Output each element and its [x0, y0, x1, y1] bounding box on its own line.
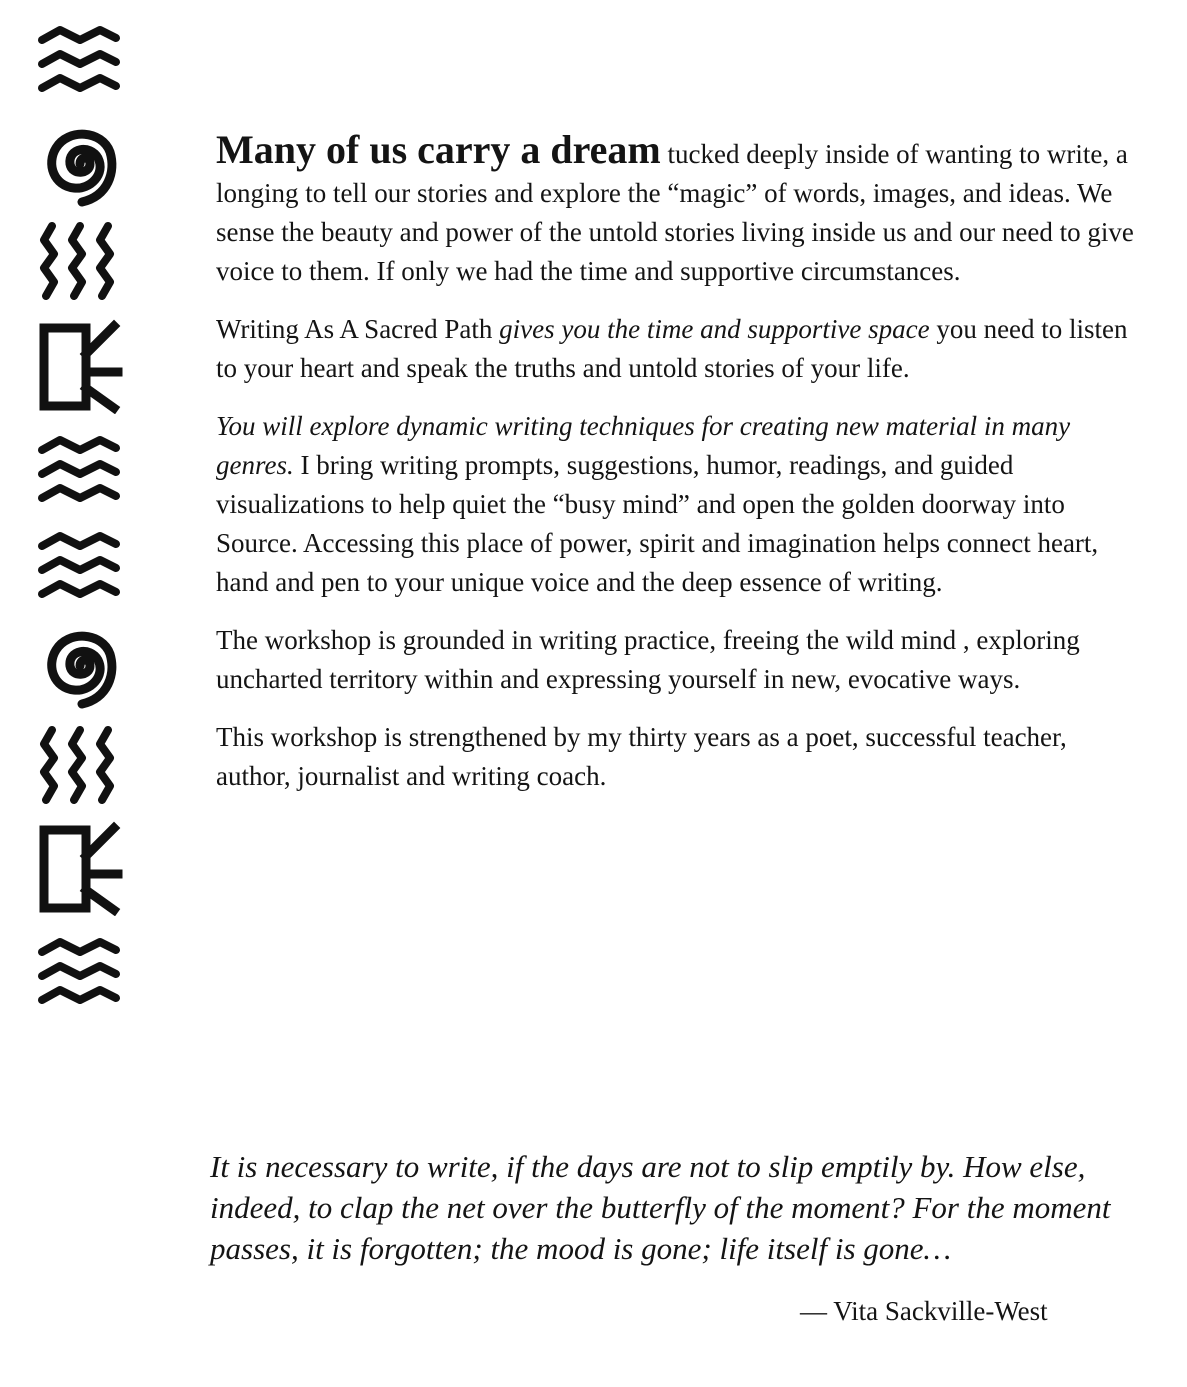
sacred-path-text-end: you need to listen to your heart and speak the truths and untold stories of your life.: [216, 314, 1128, 383]
zigzag-icon: [30, 218, 130, 308]
waves-icon: [30, 528, 130, 608]
techniques-text: I bring writing prompts, suggestions, humor, readings, and guided visualizations to help quiet the “busy mind” and open the golden doorway into Source. Accessing this place of power, spirit and imagination helps connect heart, hand and pen to your unique voice and the deep essence of writing.: [216, 450, 1099, 597]
waves-icon: [30, 22, 130, 102]
rune-icon: [30, 318, 130, 414]
grounding-paragraph: The workshop is grounded in writing practice, freeing the wild mind , exploring uncharted territory within and expressing yourself in new, evocative ways.: [216, 625, 1080, 694]
sacred-path-emphasis: gives you the time and supportive space: [499, 314, 930, 344]
quote-attribution: — Vita Sackville-West: [800, 1296, 1048, 1326]
decorative-symbol-strip: [30, 22, 130, 1022]
lead-phrase: Many of us carry a dream: [216, 127, 661, 172]
techniques-paragraph: [216, 407, 1146, 602]
techniques-emphasis: You will explore dynamic writing techniques for creating new material in many genres.: [216, 411, 1071, 480]
workshop-description: [216, 127, 1146, 815]
quote-text: It is necessary to write, if the days are not to slip emptily by. How else, indeed, to clap the net over the butterfly of the moment? For the moment passes, it is forgotten; the mood is gone; life itself is gone…: [210, 1149, 1111, 1266]
intro-text: tucked deeply inside of wanting to write, a longing to tell our stories and explore the “magic” of words, images, and ideas. We sense the beauty and power of the untold stories living inside us and our need to give voice to them. If only we had the time and supportive circumstances.: [216, 139, 1134, 286]
waves-icon: [30, 934, 130, 1014]
spiral-icon: [30, 620, 130, 710]
sacred-path-paragraph: [216, 310, 1146, 388]
rune-icon: [30, 820, 130, 916]
intro-paragraph: [216, 127, 1146, 291]
spiral-icon: [30, 118, 130, 208]
zigzag-icon: [30, 722, 130, 812]
sacred-path-text-start: Writing As A Sacred Path: [216, 314, 500, 344]
credentials-paragraph: This workshop is strengthened by my thirty years as a poet, successful teacher, author, journalist and writing coach.: [216, 722, 1067, 791]
waves-icon: [30, 432, 130, 512]
